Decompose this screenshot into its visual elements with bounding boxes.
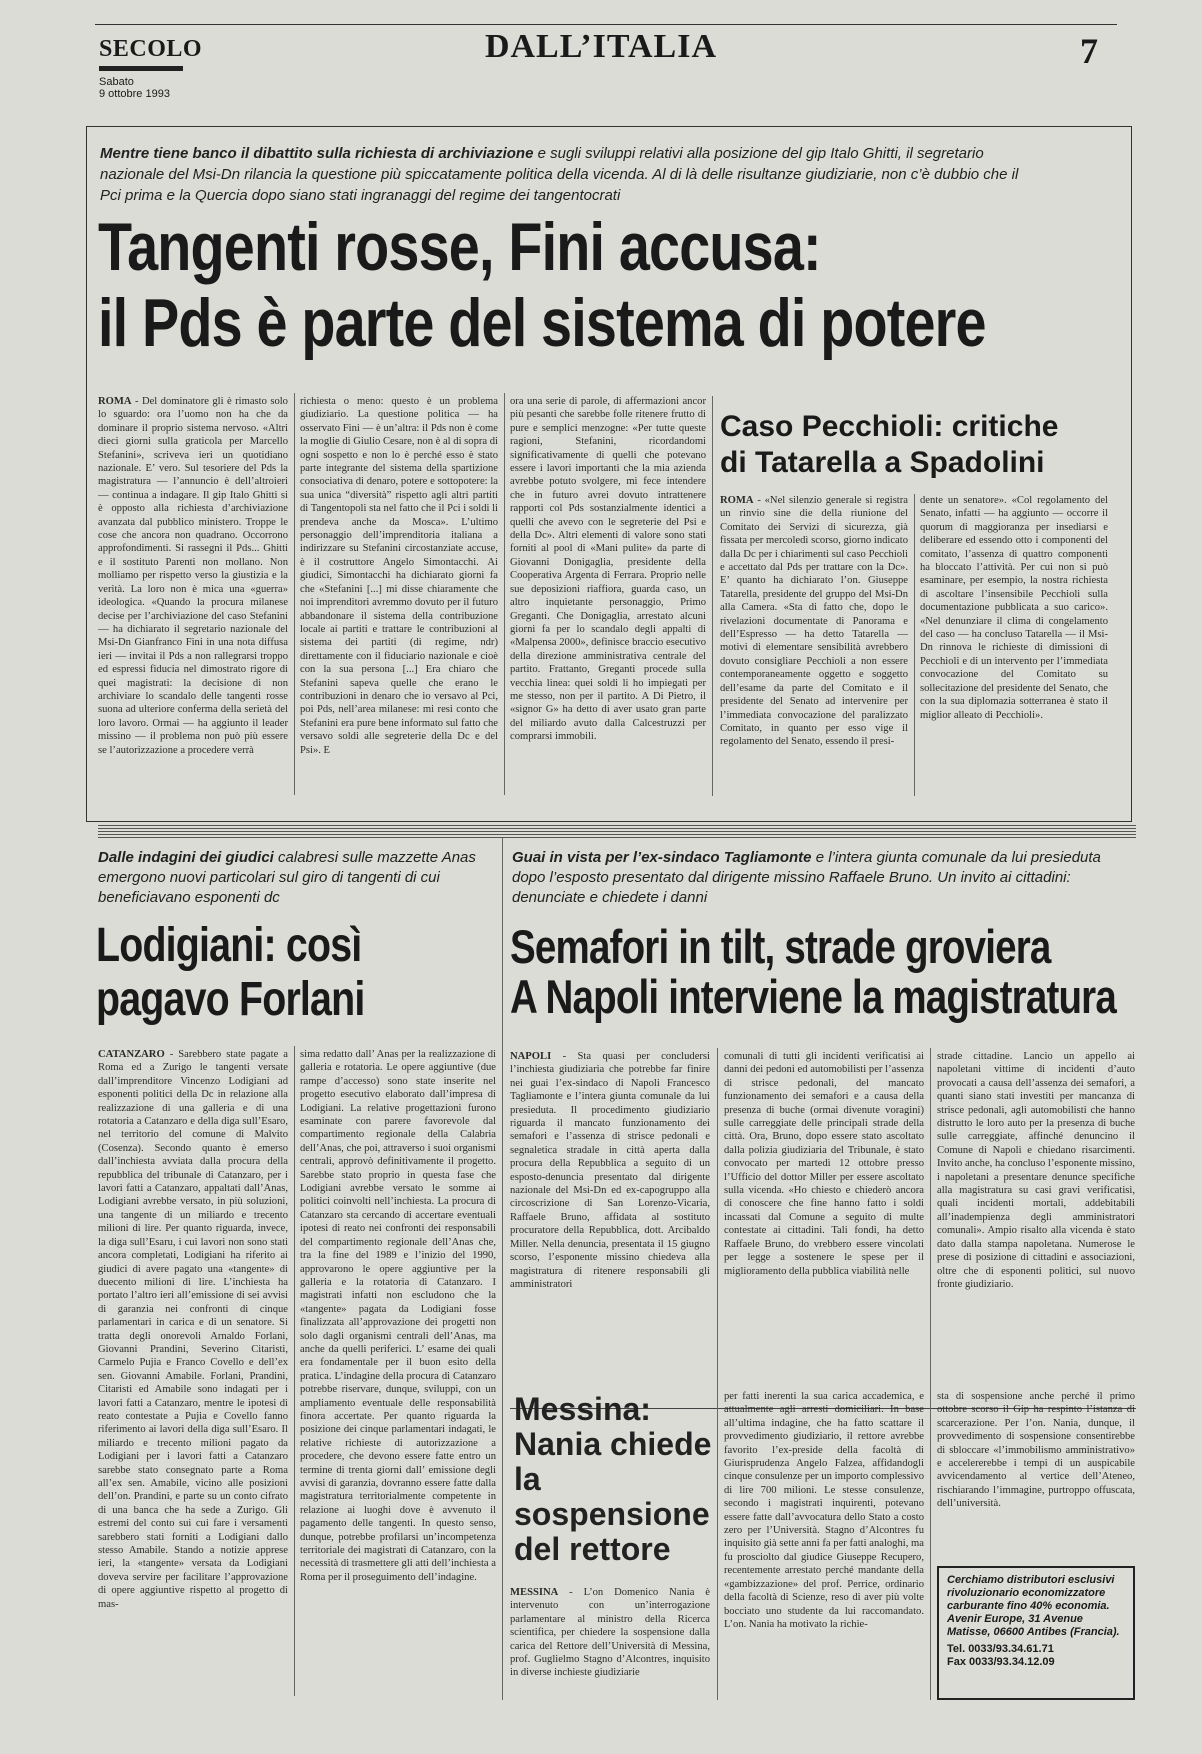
messina-column-3-text: sta di sospensione anche perché il primo ottobre scorso il Gip ha respinto l’istanza di scarcerazione. Per l’on. Nania, dunque, il provvedimento di sospensione consentirebbe di sbloccare «l’immobilismo amministrativo» e accelererebbe i tempi di un auspicabile avvicendamento al vertice dell’Ateneo, rischiarando l’immagine, purtroppo offuscata, dell’università. [937, 1391, 1135, 1510]
semafori-column-1 [510, 1050, 710, 1396]
lead-column-1-text: - Del dominatore gli è rimasto solo lo sguardo: ora l’uomo non ha che da dominare il proprio sistema nervoso. «Altri dieci giorni sulla graticola per Marcello Stefanini», scriveva ieri un quotidiano nazionale. E’ vero. Sul tesoriere del Pds la magistratura — l’annuncio è dell’altroieri — continua a indagare. Il gip Italo Ghitti si è opposto alla richiesta d’archiviazione avanzata dal pubblico ministero. Troppe le cose che ancora non quadrano. Occorrono approfondimenti. Si rassegni il Pds... Ghitti e il sostituto Parenti non mollano. Non molliamo per rispetto verso la giustizia e la verità. La loro non è mica una «guerra» ideologica. «Quando la procura milanese decise per l’archiviazione del caso Stefanini — ha dichiarato il segretario nazionale del Msi-Dn Gianfranco Fini in una nota diffusa ieri — invitai il Pds a non rallegrarsi troppo ed espressi fiducia nel dimostrato rigore di quei magistrati: la decisione di non archiviare lo scandalo delle tangenti rosse suona ad ulteriore conferma della serietà del loro lavoro. Ormai — ha aggiunto il leader missino — il problema non può più essere se l’autorizzazione a procedere verrà [98, 396, 288, 756]
lodigiani-kicker-text: calabresi sulle mazzette Anas emergono nuovi particolari sul giro di tangenti di cui beneficiavano esponenti dc [98, 849, 476, 906]
pecchioli-column-2-text: dente un senatore». «Col regolamento del Senato, infatti — ha aggiunto — occorre il quorum di maggioranza per insediarsi e deliberare ed essendo otto i componenti del comitato, l’assenza di quattro componenti ha bloccato l’attività. Per cui non si può esaminare, per esempio, la nostra richiesta di ascoltare l’insensibile Pecchioli sulla documentazione pubblicata a suo carico». «Nel denunziare il clima di congelamento del caso — ha concluso Tatarella — il Msi-Dn rinnova le richieste di dimissioni di Pecchioli e di un intervento per l’immediata convocazione del Comitato su sollecitazione del presidente del Senato, che con la sua diplomazia sotterranea è stato il miglior alleato di Pecchioli». [920, 495, 1108, 721]
lodigiani-headline-line2: pagavo Forlani [96, 973, 365, 1026]
semafori-kicker [512, 848, 1112, 908]
pecchioli-column-1-text: - «Nel silenzio generale si registra un rinvio sine die della riunione del Comitato dei Servizi di sicurezza, già fissata per mercoledì scorso, giorno indicato dalla Dc per i chiarimenti sul caso Pecchioli e accettato dal Pds per trattare con la Dc». E’ quanto ha dichiarato l’on. Giuseppe Tatarella, presidente del gruppo del Msi-Dn alla Camera. «Sta di fatto che, dopo le rivelazioni documentate di Panorama e dell’Espresso — ha detto Tatarella — motivi di elementare sensibilità avrebbero dovuto consigliare Pecchioli a non essere contemporaneamente oggetto e soggetto dell’esame da parte del Comitato e il presidente del Senato ad intervenire per l’immediata convocazione del paralizzato Comitato, in quanto per esso vige il regolamento del Senato, essendo il presi- [720, 495, 908, 748]
lead-headline-line2: il Pds è parte del sistema di potere [98, 285, 986, 361]
lead-column-2-text: richiesta o meno: questo è un problema giudiziario. La questione politica — ha osservato Fini — è un’altra: il Pds non è come la moglie di Giulio Cesare, non è al di sopra di ogni sospetto e non lo è perché esso è stato parte integrante del sistema della spartizione consociativa di denaro, potere e sottopotere: la sua unica “diversità” rispetto agli altri partiti di Tangentopoli sta nel fatto che il Pci i soldi li prendeva anche da Mosca». L’ultimo personaggio dell’imprenditoria italiana a indirizzare su Stefanini circostanziate accuse, è il costruttore Angelo Simontacchi. Ai giudici, Simontacchi ha dichiarato giorni fa che «Stefanini [...] mi disse chiaramente che noi imprenditori avremmo dovuto per il futuro abbandonare il sistema della contribuzione locale ai partiti e trattare le contribuzioni al sistema dei partiti (di regime, ndr) direttamente con il fiduciario nazionale e cioè con la sua persona [...] Era chiaro che Stefanini sapeva quelle che erano le contribuzioni in denaro che io versavo al Pci, poi Pds, nell’area milanese: mi resi conto che Stefanini era pure bene informato sul fatto che versavo soldi alle segreterie della Dc e del Psi». E [300, 396, 498, 756]
semafori-column-3 [937, 1050, 1135, 1396]
lodigiani-column-2-text: sima redatto dall’ Anas per la realizzazione di galleria e rotatoria. Le opere aggiuntive (due rampe d’accesso) sono state inserite nel progetto esecutivo elaborato dall’impresa di Lodigiani. La relative progettazioni furono esaminate con parere favorevole dal compartimento regionale della Calabria dell’Anas, che poi, attraverso i suoi organismi centrali, approvò definitivamente il progetto. Sarebbe stato proprio in questa fase che Lodigiani avrebbe versato le somme ai politici coinvolti nell’inchiesta. La procura di Catanzaro sta cercando di accertare eventuali ipotesi di reato nei confronti dei responsabili del compartimento regionale dell’Anas che, tra la fine del 1989 e l’inizio del 1990, approvarono le opere aggiuntive per la galleria e la rotatoria di Catanzaro. I magistrati infatti non escludono che la «tangente» pagata da Lodigiani fosse finalizzata all’approvazione dei progetti non solo dagli organismi centrali dell’Anas, ma anche da quelli periferici. L’ esame dei quali era fondamentale per il buon esito della pratica. L’indagine della procura di Catanzaro potrebbe riservare, dunque, sviluppi, con un ampliamento eventuale delle responsabilità finora accertate. Per quanto riguarda la posizione dei cinque parlamentari indagati, le relative richieste di autorizzazione a procedere, che devono essere fatte entro un termine di trenta giorni dall’ emissione degli avvisi di garanzia, dovranno essere fatte dalla magistratura territorialmente competente in relazione ai luoghi dove è avvenuto il pagamento delle tangenti. In questo senso, dunque, potrebbe profilarsi un’incompetenza territoriale dei magistrati di Catanzaro, con la necessità di trasmettere gli atti dell’inchiesta a Roma per il proseguimento dell’indagine. [300, 1049, 496, 1583]
lead-headline-line1: Tangenti rosse, Fini accusa: [98, 209, 821, 285]
lead-kicker [100, 143, 1040, 206]
semafori-column-2-text: comunali di tutti gli incidenti verificatisi ai danni dei pedoni ed automobilisti per l’assenza di strisce pedonali, del mancato funzionamento dei semafori e a causa della presenza di buche (ormai divenute voragini) sulle carreggiate delle principali strade della città. Ora, Bruno, dopo essere stato ascoltato dalla polizia giudiziaria del Tribunale, è stato convocato per martedì 12 ottobre presso l’Ufficio del dottor Miller per essere ascoltato sulla vicenda. «Ho chiesto e chiederò ancora di conoscere che fine hanno fatto i soldi incassati dal Comune a seguito di multe contestate ai cittadini. Tali fondi, ha detto Raffaele Bruno, do vrebbero essere vincolati per legge a sostenere le spese per il miglioramento della pubblica viabilità nelle [724, 1051, 924, 1277]
lead-column-2 [300, 395, 498, 795]
pecchioli-column-1 [720, 494, 908, 796]
semafori-headline-line2: A Napoli interviene la magistratura [510, 970, 1116, 1023]
lodigiani-column-1 [98, 1048, 288, 1698]
column-rule [717, 1048, 718, 1398]
ad-phone: Tel. 0033/93.34.61.71 [947, 1643, 1054, 1655]
semafori-column-2 [724, 1050, 924, 1396]
pecchioli-headline-line2: di Tatarella a Spadolini [720, 446, 1045, 479]
messina-column-3 [937, 1390, 1135, 1558]
lead-column-3-text: ora una serie di parole, di affermazioni ancor più pesanti che sarebbe folle ritenere frutto di pure e semplici menzogne: «Per tutte queste ragioni, Stefanini, ricordandomi significativamente di quelli che potevano essere i lavori importanti che la mia azienda avrebbe potuto svolgere, mi fece intendere che in futuro avrei dovuto intrattenere rapporti col Pds sostanzialmente identici a quelli che avevo con le segreterie del Psi e della Dc». Altri elementi di valore sono stati forniti al pool di «Mani pulite» da parte di Giovanni Donigaglia, presidente della Cooperativa Argenta di Ferrara. Proprio nelle sue deposizioni riaffiora, guarda caso, un altro inquietante personaggio, Primo Greganti. Che Donigaglia, arrestato alcuni giorni fa per lo scandalo degli appalti di «Malpensa 2000», definisce braccio esecutivo della direzione amministrativa centrale del partito. Frattanto, Greganti procede sulla vecchia linea: quei soldi li ho impiegati per me stesso, non per il partito. A Di Pietro, il «signor G» ha detto di aver usato gran parte del miliardo avuto dalla Calcestruzzi per comprarsi immobili. [510, 396, 706, 743]
story-divider-rule [502, 838, 503, 1700]
lodigiani-kicker-bold: Dalle indagini dei giudici [98, 849, 274, 866]
semafori-dateline: NAPOLI [510, 1051, 552, 1062]
lodigiani-column-1-text: - Sarebbero state pagate a Roma ed a Zurigo le tangenti versate dall’imprenditore Vincenzo Lodigiani ad esponenti politici della Dc in relazione alla realizzazione di una galleria e di una rotatoria a Catanzaro e della diga sull’Esaro, nel territorio del comune di Malvito (Cosenza). Secondo quanto è emerso dall’inchiesta avviata dalla procura della repubblica del tribunale di Catanzaro, per i lavori fatti a Catanzaro, appaltati dall’Anas, Lodigiani avrebbe versato, in più soluzioni, una tangente di un miliardo e trecento milioni di lire. Per quanto riguarda, invece, la diga sull’Esaru, i cui lavori non sono stati ancora completati, Lodigiani ha riferito ai giudici di avere pagato una «tangente» di duecento milioni di lire. L’inchiesta ha portato l’altro ieri all’emissione di sei avvisi di garanzia nei confronti di cinque parlamentari in carica e di un senatore. Si tratta degli onorevoli Arnaldo Forlani, Giovanni Prandini, Severino Citaristi, Carmelo Pujia e Franco Covello e dell’ex sen. Giovanni Amabile. Forlani, Prandini, Citaristi ed Amabile sono indagati per i lavori fatti a Catanzaro, mentre le ipotesi di reato contestate a Pujia e Covello fanno riferimento ai lavori della diga sull’Esaro. Il miliardo e trecento milioni pagato da Lodigiani per i lavori fatti a Catanzaro sarebbe stato consegnato parte a Roma all’ex sen. Amabile, vicino alle posizioni dell’on. Prandini, e parte su un conto cifrato di una banca che ha sede a Zurigo. Gli estremi del conto sui cui fare i versamenti sarebbero stati forniti a Lodigiani dallo stesso Amabile. Stando a notizie apprese ieri, la «tangente» versata da Lodigiani doveva servire per facilitare l’approvazione di opere aggiuntive rispetto al progetto di mas- [98, 1049, 288, 1610]
semafori-column-3-text: strade cittadine. Lancio un appello ai napoletani vittime di incidenti d’auto provocati a causa dell’assenza dei semafori, a quanti siano stati investiti per mancanza di strisce pedonali, agli automobilisti che hanno distrutto le loro auto per la presenza di buche sulle carreggiate, affinché denuncino il Comune di Napoli e chiedano risarcimenti. Invito anche, ha concluso l’esponente missino, i napoletani a presentare denunce specifiche alla magistratura su casi gravi verificatisi, quali incidenti mortali, addebitabili all’inadempienza degli amministratori comunali». Ampio risalto alla vicenda è stato dato dalla stampa napoletana. Numerose le prese di posizione di cittadini e associazioni, oltre che di esponenti politici, sul nuovo fronte giudiziario. [937, 1051, 1135, 1290]
ad-fax: Fax 0033/93.34.12.09 [947, 1656, 1055, 1668]
semafori-column-1-text: - Sta quasi per concludersi l’inchiesta giudiziaria che potrebbe far finire nei guai l’ex-sindaco di Napoli Francesco Tagliamonte e l’intera giunta comunale da lui presieduta. Il procedimento giudiziario riguarda il mancato funzionamento dei semafori e l’assenza di strisce pedonali e segnaletica stradale in città aperta dalla procura della Repubblica a seguito di un esposto-denuncia presentato dal dirigente nazionale del Msi-Dn ed ex-capogruppo alla circoscrizione di San Lorenzo-Vicaria, Raffaele Bruno, affidata al sostituto procuratore della Repubblica, dott. Arcibaldo Miller. Nella denuncia, presentata il 15 giugno scorso, l’esponente missino chiedeva alla magistratura di ritenere responsabili gli amministratori [510, 1051, 710, 1290]
lodigiani-kicker [98, 848, 498, 908]
semafori-kicker-bold: Guai in vista per l’ex-sindaco Tagliamonte [512, 849, 812, 866]
column-rule [294, 1046, 295, 1696]
messina-column-2 [724, 1390, 924, 1698]
page-number: 7 [1080, 31, 1098, 71]
masthead-rule [95, 24, 1117, 25]
column-rule [717, 1388, 718, 1700]
issue-date: 9 ottobre 1993 [99, 88, 170, 100]
messina-column-2-text: per fatti inerenti la sua carica accademica, e attualmente agli arresti domiciliari. In base all’ultima indagine, che ha fatto scattare il provvedimento giudiziario, il rettore avrebbe favorito l’ex-preside della facoltà di Giurisprudenza Angelo Falzea, affidandogli cinque consulenze per un importo complessivo di lire 700 milioni. Le stesse consulenze, secondo i magistrati inquirenti, potevano essere fatte dall’avvocatura dello Stato a costo zero per l’Università. Stagno d’Alcontres fu inquisito già sette anni fa per fatti analoghi, ma fu prosciolto dal giudice Giuseppe Recupero, recentemente arrestato perché mandante della «gambizzazione» del prof. Perrice, ordinario della facoltà di Scienze, reso di aver più volte bocciato uno studente da lui raccomandato. L’on. Nania ha motivato la richie- [724, 1391, 924, 1630]
pecchioli-column-2 [920, 494, 1108, 796]
messina-dateline: MESSINA [510, 1587, 559, 1598]
pecchioli-headline-line1: Caso Pecchioli: critiche [720, 410, 1059, 443]
classified-ad [937, 1566, 1135, 1700]
paper-name: SECOLO [99, 36, 203, 62]
messina-column-1-text: - L’on Domenico Nania è intervenuto con un’interrogazione parlamentare al ministro della Ricerca scientifica, per chiedere la sospensione dalla carica del Rettore dell’Università di Messina, prof. Guglielmo Stagno d’Alcontres, inquisito in diverse inchieste giudiziarie [510, 1587, 710, 1679]
paper-name-underline [99, 66, 183, 71]
semafori-headline-line1: Semafori in tilt, strade groviera [510, 920, 1051, 973]
column-rule [504, 393, 505, 795]
lead-column-3 [510, 395, 706, 795]
column-rule [930, 1388, 931, 1700]
lodigiani-dateline: CATANZARO [98, 1049, 165, 1060]
messina-column-1 [510, 1586, 710, 1698]
lodigiani-headline-line1: Lodigiani: così [96, 919, 362, 972]
pecchioli-dateline: ROMA [720, 495, 754, 506]
column-rule [294, 393, 295, 795]
column-rule [914, 494, 915, 796]
messina-headline: Messina: Nania chiede la sospensione del rettore [514, 1391, 712, 1567]
lodigiani-column-2 [300, 1048, 496, 1698]
lead-kicker-text: e sugli sviluppi relativi alla posizione del gip Italo Ghitti, il segretario nazionale del Msi-Dn rilancia la questione più spiccatamente politica della vicenda. Al di là delle risultanze giudiziarie, non c’è dubbio che il Pci prima e la Quercia dopo siano stati ingranaggi del regime dei tangentocrati [100, 145, 1019, 204]
issue-day: Sabato [99, 76, 134, 88]
lead-dateline: ROMA [98, 396, 132, 407]
section-separator [98, 824, 1136, 838]
lead-column-1 [98, 395, 288, 795]
column-rule [930, 1048, 931, 1398]
section-title: DALL’ITALIA [484, 28, 718, 65]
semafori-kicker-text: e l’intera giunta comunale da lui presieduta dopo l’esposto presentato dal dirigente missino Raffaele Bruno. Un invito ai cittadini: denunciate e chiedete i danni [512, 849, 1101, 906]
ad-body: Cerchiamo distributori esclusivi rivoluzionario economizzatore carburante fino 40% economia. Avenir Europe, 31 Avenue Matisse, 06600 Antibes (Francia). [947, 1574, 1120, 1638]
sidebar-rule [712, 396, 713, 796]
lead-kicker-bold: Mentre tiene banco il dibattito sulla richiesta di archiviazione [100, 145, 534, 162]
